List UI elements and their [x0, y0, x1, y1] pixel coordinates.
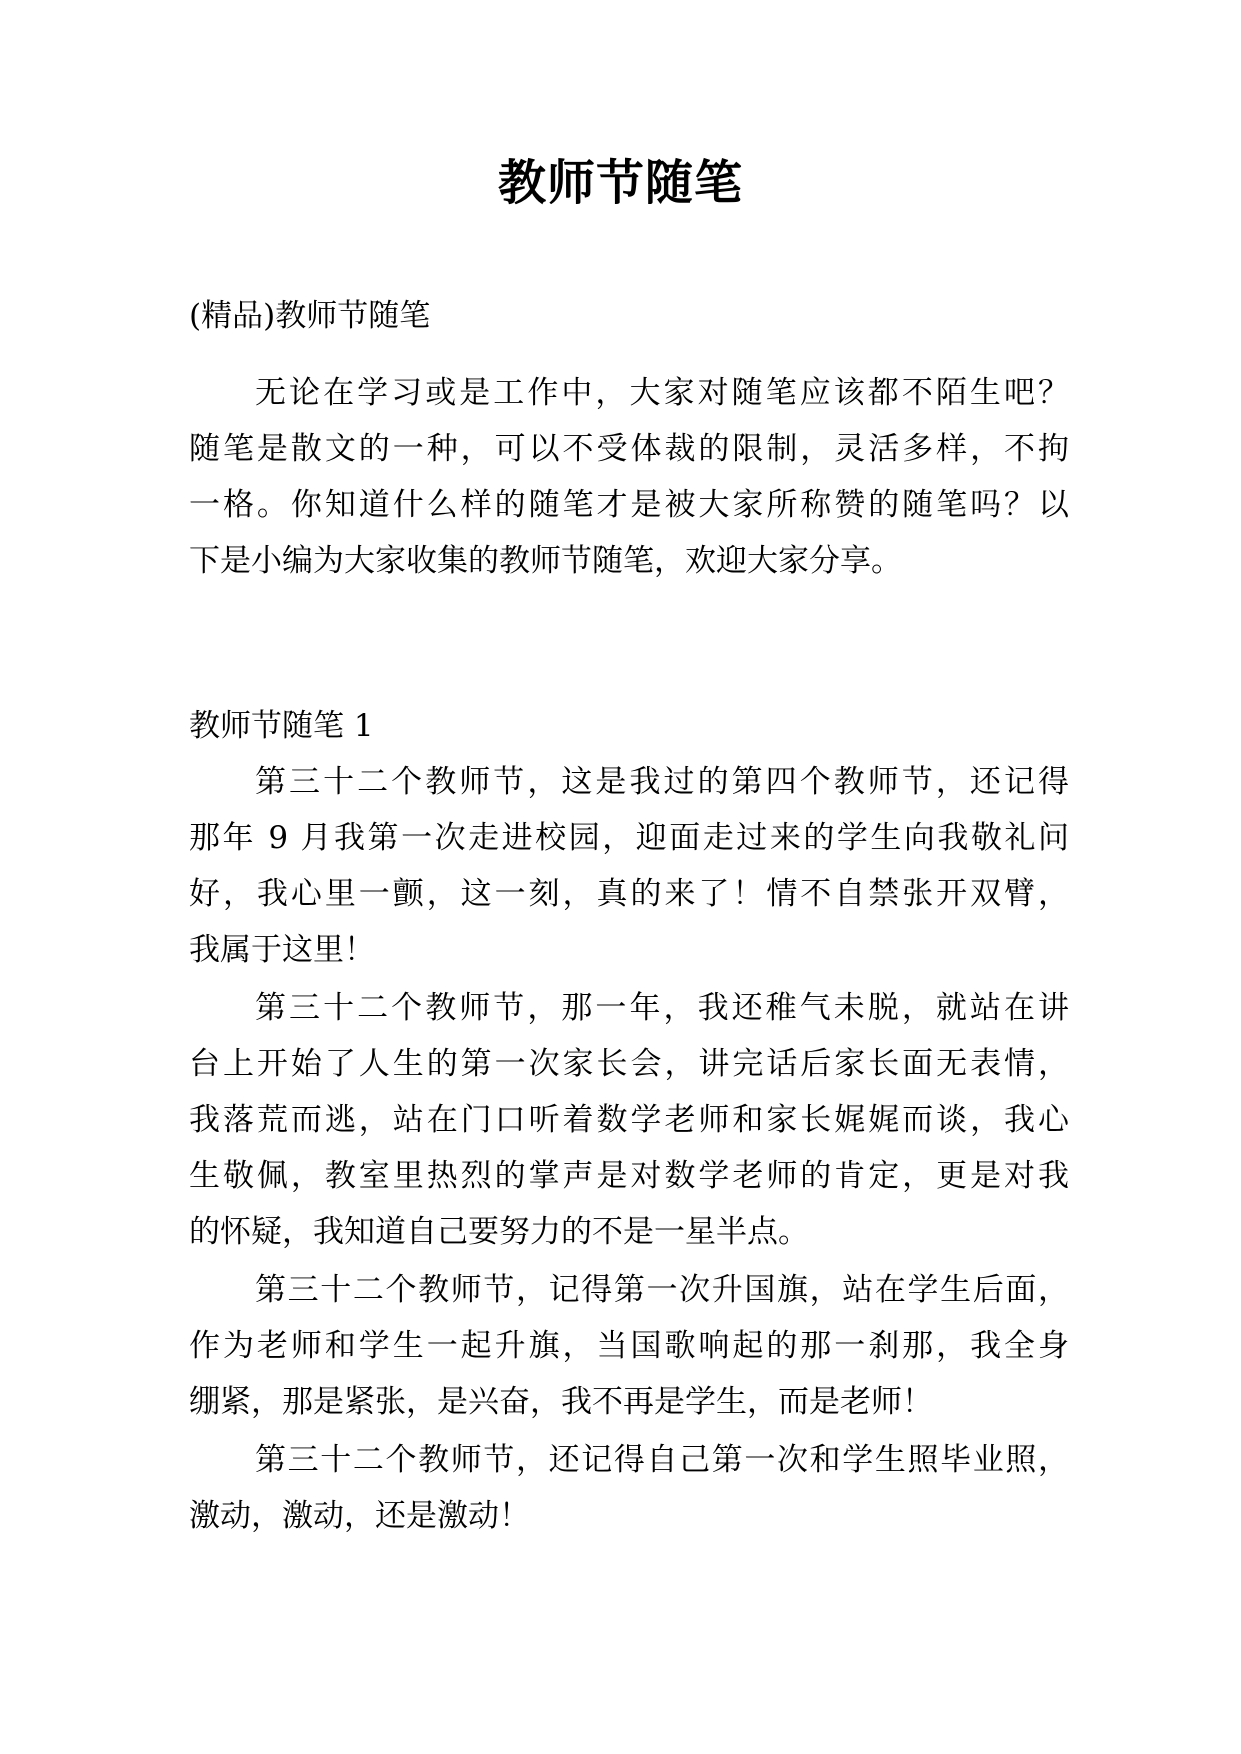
paragraph-2-line-5: 的怀疑，我知道自己要努力的不是一星半点。	[189, 1214, 809, 1250]
paragraph-2-line-2: 台上开始了人生的第一次家长会，讲完话后家长面无表情，	[189, 1046, 1069, 1082]
paragraph-2-line-3: 我落荒而逃，站在门口听着数学老师和家长娓娓而谈，我心	[189, 1102, 1069, 1138]
document-title: 教师节随笔	[497, 155, 743, 211]
paragraph-3-line-3: 绷紧，那是紧张，是兴奋，我不再是学生，而是老师！	[189, 1384, 933, 1420]
intro-line-4: 下是小编为大家收集的教师节随笔，欢迎大家分享。	[189, 543, 902, 579]
paragraph-3-line-2: 作为老师和学生一起升旗，当国歌响起的那一刹那，我全身	[189, 1328, 1069, 1364]
intro-line-1: 无论在学习或是工作中，大家对随笔应该都不陌生吧？	[255, 375, 1069, 411]
paragraph-1-line-4: 我属于这里！	[189, 932, 375, 968]
paragraph-4-line-1: 第三十二个教师节，还记得自己第一次和学生照毕业照，	[255, 1442, 1069, 1478]
document-subtitle: (精品)教师节随笔	[189, 298, 431, 334]
paragraph-1-line-3: 好，我心里一颤，这一刻，真的来了！情不自禁张开双臂，	[189, 876, 1069, 912]
paragraph-2-line-4: 生敬佩，教室里热烈的掌声是对数学老师的肯定，更是对我	[189, 1158, 1069, 1194]
paragraph-2-line-1: 第三十二个教师节，那一年，我还稚气未脱，就站在讲	[255, 990, 1069, 1026]
paragraph-1-line-1: 第三十二个教师节，这是我过的第四个教师节，还记得	[255, 764, 1069, 800]
intro-line-2: 随笔是散文的一种，可以不受体裁的限制，灵活多样，不拘	[189, 431, 1069, 467]
paragraph-1-line-2: 那年 9 月我第一次走进校园，迎面走过来的学生向我敬礼问	[189, 820, 1069, 856]
section-heading: 教师节随笔 1	[189, 708, 374, 744]
paragraph-4-line-2: 激动，激动，还是激动！	[189, 1498, 530, 1534]
paragraph-3-line-1: 第三十二个教师节，记得第一次升国旗，站在学生后面，	[255, 1272, 1069, 1308]
intro-line-3: 一格。你知道什么样的随笔才是被大家所称赞的随笔吗？以	[189, 487, 1069, 523]
